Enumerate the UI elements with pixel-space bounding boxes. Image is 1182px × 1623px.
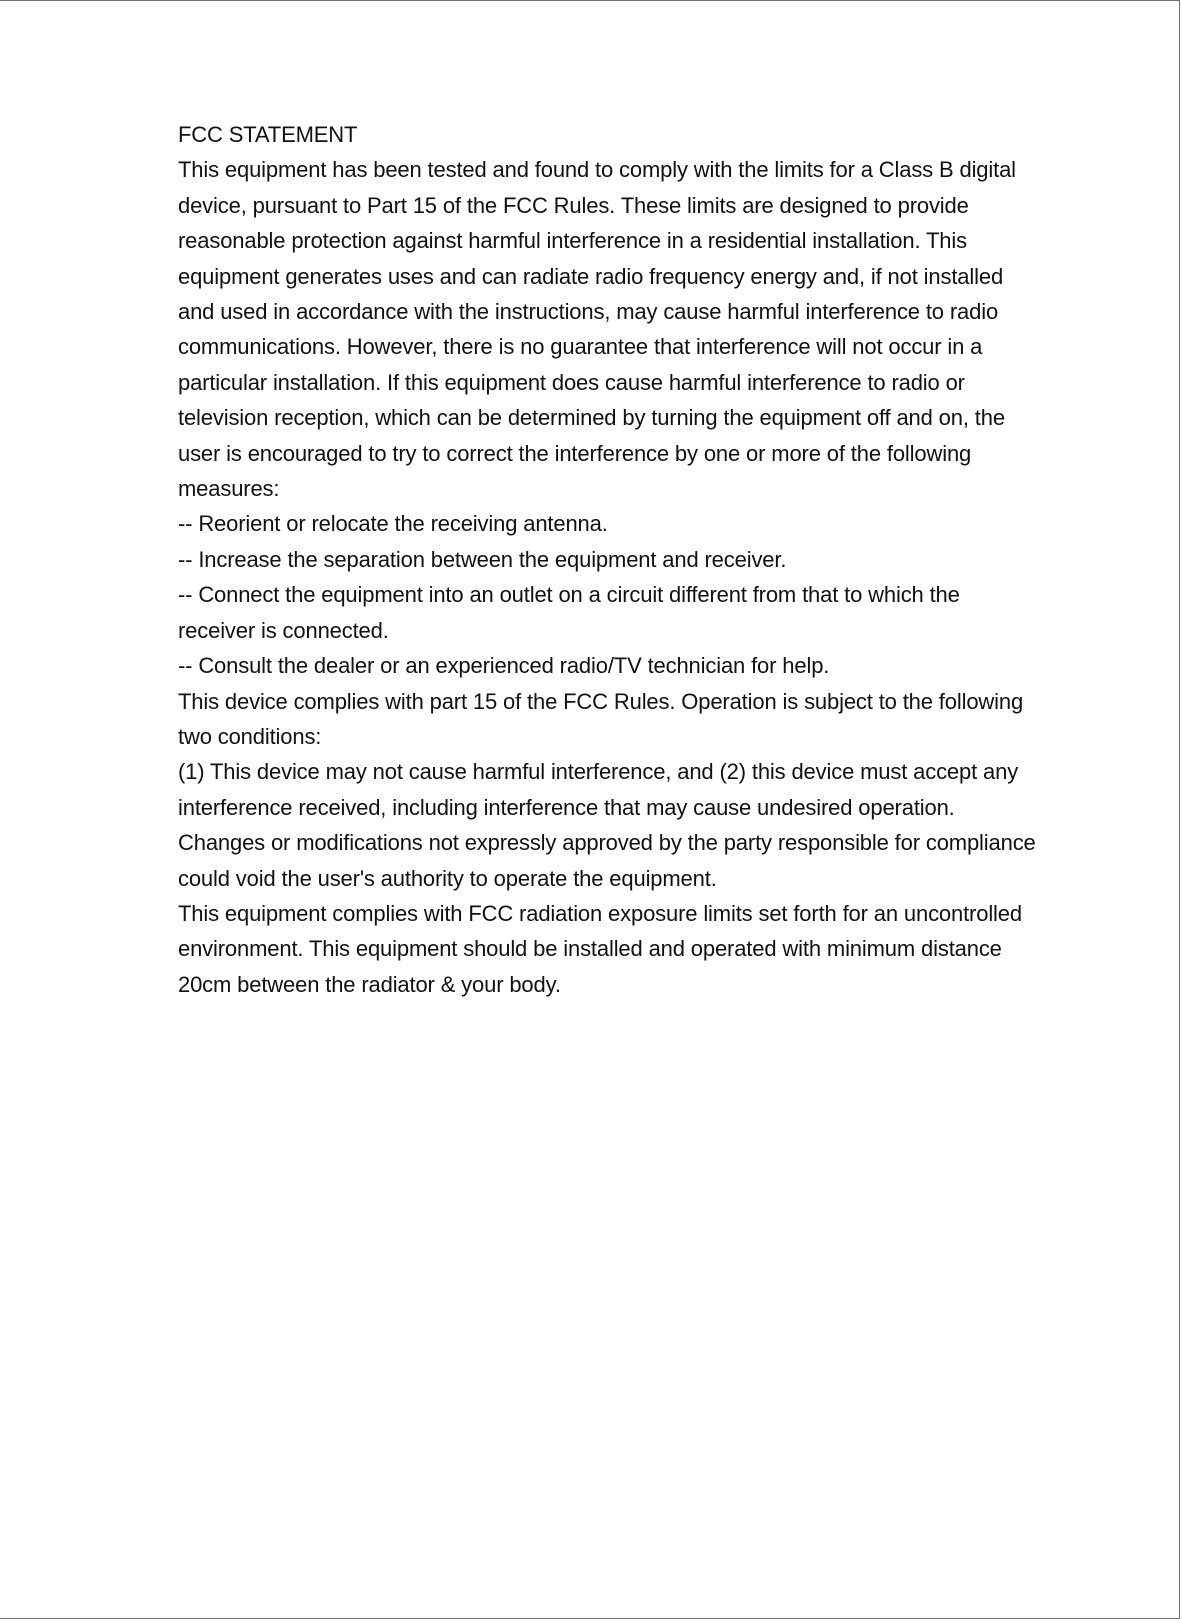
document-title: FCC STATEMENT (178, 122, 358, 147)
list-item-reorient: -- Reorient or relocate the receiving antenna. (178, 511, 608, 537)
text-line: television reception, which can be determined by turning the equipment off and on, the (178, 405, 1005, 431)
text-line: This equipment has been tested and found to comply with the limits for a Class B digital (178, 157, 1016, 183)
text-line: could void the user's authority to operate the equipment. (178, 865, 717, 891)
text-line: device, pursuant to Part 15 of the FCC Rules. These limits are designed to provide (178, 192, 969, 218)
list-item-increase-separation: -- Increase the separation between the equipment and receiver. (178, 546, 787, 572)
document-content (178, 117, 1098, 1002)
text-line: This device complies with part 15 of the FCC Rules. Operation is subject to the following (178, 688, 1024, 714)
text-line: user is encouraged to try to correct the interference by one or more of the following (178, 440, 972, 466)
text-line: two conditions: (178, 723, 322, 749)
list-item-connect-outlet: -- Connect the equipment into an outlet on a circuit different from that to which the (178, 582, 960, 608)
text-line: measures: (178, 476, 280, 502)
text-line: communications. However, there is no guarantee that interference will not occur in a (178, 334, 983, 360)
text-line: equipment generates uses and can radiate radio frequency energy and, if not installed (178, 263, 1004, 289)
text-line: receiver is connected. (178, 617, 389, 643)
text-line: particular installation. If this equipment does cause harmful interference to radio or (178, 369, 965, 395)
text-line: This equipment complies with FCC radiation exposure limits set forth for an uncontrolled (178, 900, 1022, 926)
text-line: interference received, including interference that may cause undesired operation. (178, 794, 955, 820)
text-line: Changes or modifications not expressly approved by the party responsible for compliance (178, 830, 1036, 856)
text-line: and used in accordance with the instructions, may cause harmful interference to radio (178, 299, 999, 325)
text-line: 20cm between the radiator & your body. (178, 971, 561, 997)
text-line: environment. This equipment should be installed and operated with minimum distance (178, 936, 1002, 962)
list-item-consult-dealer: -- Consult the dealer or an experienced radio/TV technician for help. (178, 653, 830, 679)
text-line: reasonable protection against harmful interference in a residential installation. This (178, 228, 967, 254)
text-line: (1) This device may not cause harmful interference, and (2) this device must accept any (178, 759, 1019, 785)
